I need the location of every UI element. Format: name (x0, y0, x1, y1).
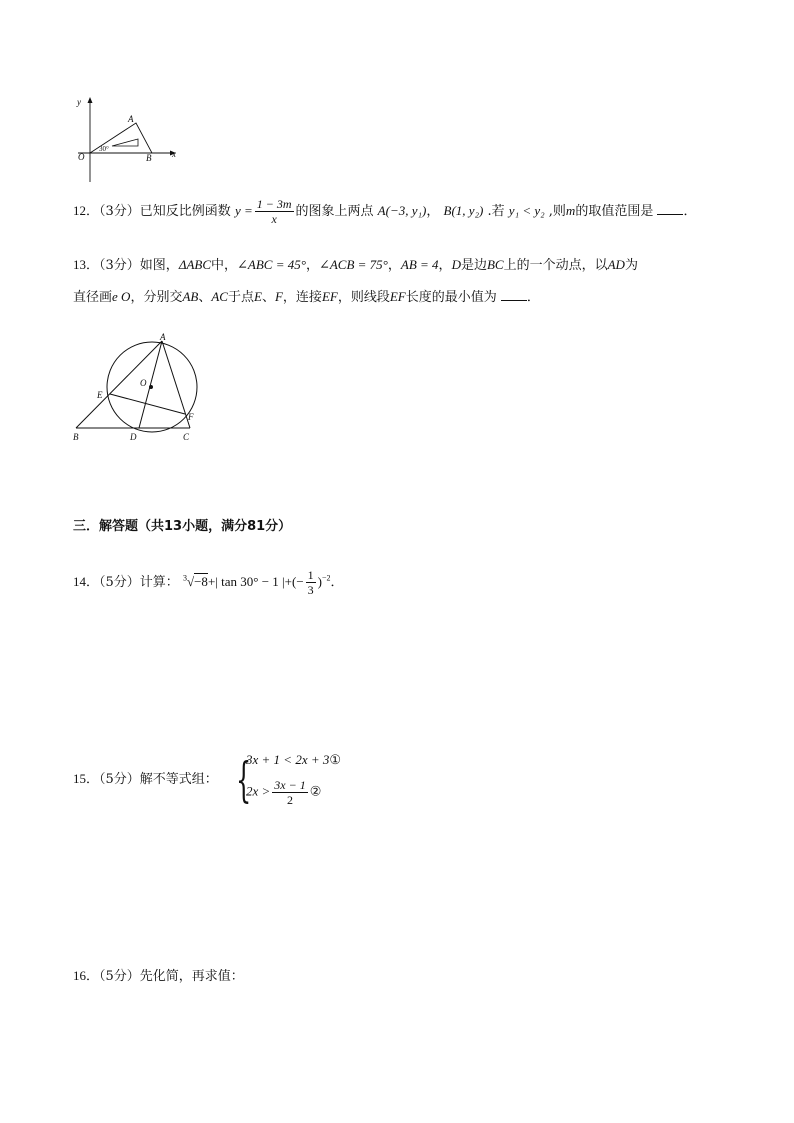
q12-text-4: ,则 (544, 204, 566, 219)
q15-fraction (272, 778, 307, 807)
q15-frac-num: 3x − 1 (274, 778, 306, 792)
q13-math: EF (389, 289, 406, 304)
q13-end: ． (526, 290, 540, 305)
q13-text: 如图， (139, 258, 179, 273)
q11-figure (72, 96, 184, 182)
set-square (112, 139, 138, 146)
label-e: E (97, 390, 103, 400)
q12-text-1: 已知反比例函数 (139, 204, 231, 219)
question-16 (73, 967, 244, 986)
q14-frac-num: 1 (307, 568, 314, 582)
center-point-o (149, 385, 153, 389)
q15-mark-2: ② (309, 783, 322, 799)
q13-text: 为 (624, 258, 638, 273)
q12-point-b: B(1, y₂) (443, 203, 484, 218)
q15-inequality-1 (246, 752, 341, 768)
q13-text: ， (438, 258, 452, 273)
label-o: O (140, 378, 147, 388)
q12-answer-blank (657, 202, 683, 215)
q12-point-a: A(−3, y₁) (377, 203, 427, 218)
q12-end: ． (683, 204, 697, 219)
q16-number: 16． (73, 968, 100, 983)
q16-text: 先化简，再求值： (139, 969, 244, 984)
label-a: A (160, 332, 166, 342)
y-arrow (88, 97, 93, 103)
q12-frac-den: x (271, 212, 277, 226)
q12-text-3: .若 (483, 204, 509, 219)
q13-text: 于点 (227, 290, 254, 305)
q14-abs: | tan 30° − 1 | (215, 574, 285, 589)
q14-cbrt-body: −8 (194, 574, 208, 589)
y-label: y (77, 97, 81, 107)
q13-math: AB = 4 (400, 257, 439, 272)
q13-text: 直径画 (73, 290, 113, 305)
q15-ineq1: 3x + 1 < 2x + 3 (246, 752, 330, 767)
label-c: C (183, 432, 190, 442)
q14-exponent: −2 (322, 573, 331, 583)
label-d: D (130, 432, 137, 442)
q13-math: ∠ABC = 45° (237, 257, 306, 272)
q14-number: 14． (73, 574, 100, 589)
q13-math: BC (486, 257, 504, 272)
q16-score: （5分） (99, 969, 140, 984)
q13-text: ， (387, 258, 401, 273)
radical-sign: √ (186, 574, 195, 589)
q13-math: ΔABC (178, 257, 211, 272)
origin-label: O (78, 152, 85, 162)
question-12 (73, 197, 696, 226)
q12-number: 12． (73, 203, 100, 218)
q13-math: AC (211, 289, 228, 304)
q13-math: AD (607, 257, 625, 272)
x-label: x (172, 149, 176, 159)
q12-inequality: y₁ < y₂ (508, 203, 545, 218)
q13-text: ，则线段 (337, 290, 390, 305)
point-b-label: B (146, 153, 152, 163)
q15-text: 解不等式组： (139, 772, 218, 787)
q14-fraction (306, 568, 316, 597)
q14-frac-den: 3 (307, 583, 314, 597)
q13-text: ，分别交 (130, 290, 183, 305)
q13-math: e O (112, 289, 131, 304)
q14-score: （5分） (99, 575, 140, 590)
q13-text: 中， (211, 258, 238, 273)
q13-math: EF (321, 289, 338, 304)
q14-close: ) (317, 574, 322, 589)
q13-math: D (451, 257, 461, 272)
q13-math: ∠ACB = 75° (318, 257, 388, 272)
q13-score: （3分） (99, 258, 140, 273)
q13-answer-blank (501, 288, 527, 301)
q12-comma: ， (426, 204, 440, 219)
segment-ac (162, 341, 190, 428)
section-3-heading: 三．解答题（共13小题，满分81分） (73, 519, 292, 534)
q14-plus-1: + (207, 574, 216, 589)
q12-func-lhs: y = (234, 203, 253, 218)
q14-plus-2: +(− (284, 574, 304, 589)
question-14 (73, 568, 344, 597)
q15-mark-1: ① (329, 752, 342, 767)
q12-text-2: 的图象上两点 (295, 204, 374, 219)
segment-ab (76, 341, 162, 428)
q14-text: 计算： (139, 575, 179, 590)
q13-text: 是边 (460, 258, 487, 273)
q13-text: ，连接 (282, 290, 322, 305)
question-15-label (73, 770, 218, 789)
q12-score: （3分） (99, 204, 140, 219)
q13-text: 、 (198, 290, 212, 305)
q15-brace: { (236, 752, 252, 808)
q15-frac-den: 2 (287, 793, 294, 807)
q13-text: 长度的最小值为 (405, 290, 497, 305)
q15-inequality-2 (246, 778, 321, 807)
angle-label: 30° (99, 145, 109, 153)
label-b: B (73, 432, 79, 442)
point-a-label: A (128, 114, 134, 124)
question-13-line-1 (73, 256, 638, 275)
q14-cbrt-index: 3 (182, 573, 187, 583)
label-f: F (188, 412, 194, 422)
q13-math: AB (182, 289, 199, 304)
q13-text: 、 (261, 290, 275, 305)
q12-text-5: 的取值范围是 (575, 204, 654, 219)
q12-var: m (565, 203, 576, 218)
q13-number: 13． (73, 257, 100, 272)
q15-number: 15． (73, 771, 100, 786)
q12-frac-num: 1 − 3m (256, 197, 292, 211)
q14-cbrt (183, 574, 208, 589)
q13-figure (66, 332, 206, 444)
q14-end: ． (330, 575, 344, 590)
q15-ineq2-lhs: 2x > (246, 783, 271, 799)
q13-text: 上的一个动点，以 (503, 258, 608, 273)
q13-math: E (254, 289, 262, 304)
q12-fraction (255, 197, 294, 226)
q15-score: （5分） (99, 772, 140, 787)
question-13-line-2 (73, 288, 540, 307)
q13-math: F (274, 289, 283, 304)
q13-text: ， (305, 258, 319, 273)
